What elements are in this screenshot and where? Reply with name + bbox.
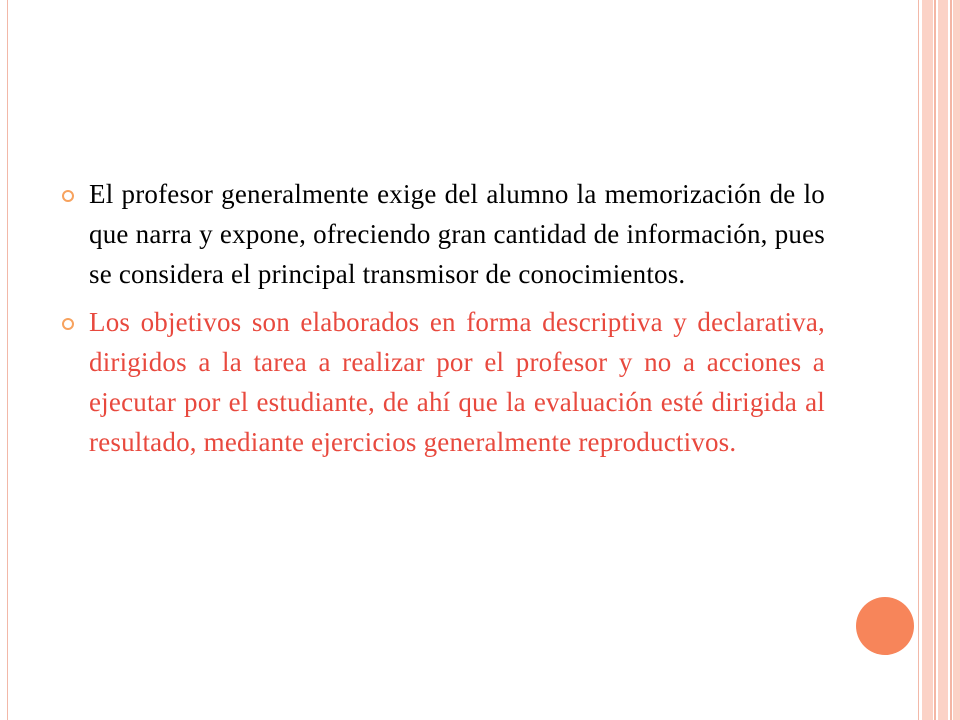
- bullet-list: [60, 174, 825, 462]
- bullet-text: Los objetivos son elaborados en forma descriptiva y declarativa, dirigidos a la tarea a realizar por el profesor y no a acciones a ejecutar por el estudiante, de ahí que la evaluación esté dirigida al resultado, mediante ejercicios generalmente reproductivos.: [89, 307, 825, 457]
- stripe: [950, 0, 952, 720]
- stripe: [953, 0, 960, 720]
- bullet-text: El profesor generalmente exige del alumno la memorización de lo que narra y expone, ofreciendo gran cantidad de información, pues se considera el principal transmisor de conocimientos.: [89, 179, 825, 289]
- stripe: [938, 0, 948, 720]
- bullet-circle-icon: [62, 190, 74, 202]
- stripe: [922, 0, 933, 720]
- decorative-circle: [856, 597, 914, 655]
- bullet-circle-icon: [62, 318, 74, 330]
- bullet-item: [60, 302, 825, 462]
- stripe: [934, 0, 936, 720]
- bullet-item: [60, 174, 825, 294]
